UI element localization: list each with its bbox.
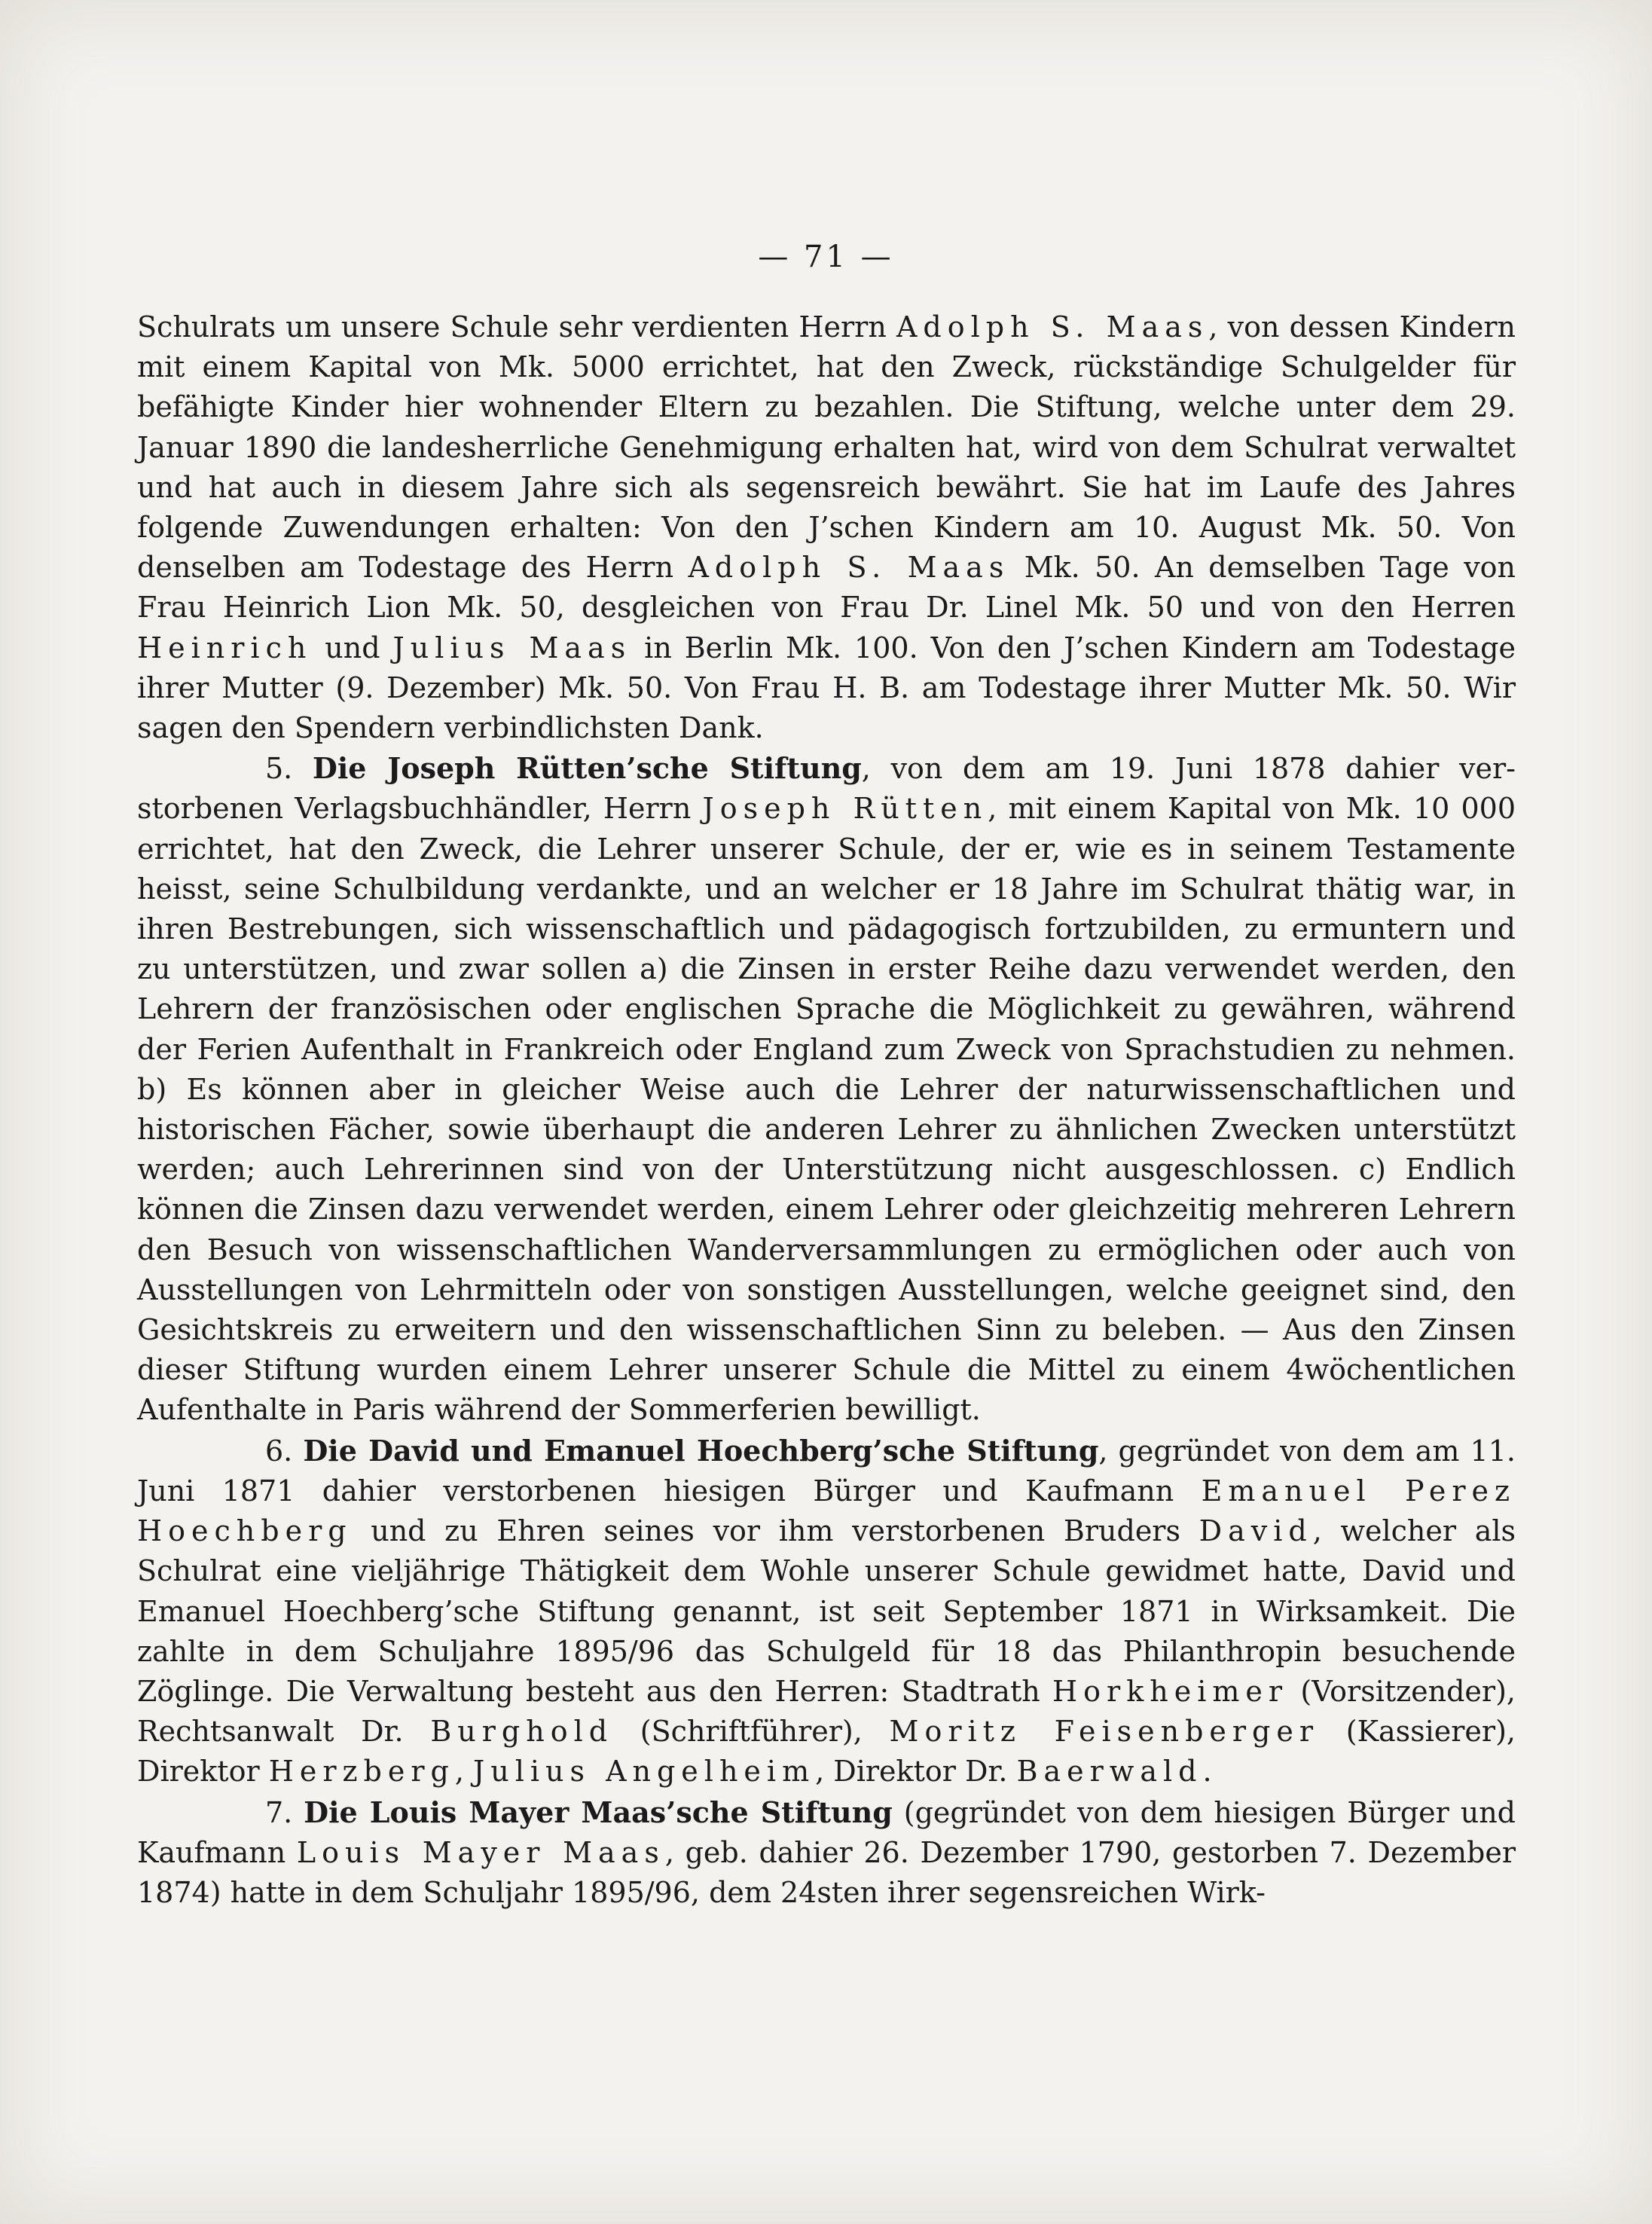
spaced-name: Baerwald bbox=[1016, 1755, 1203, 1789]
spaced-name: Heinrich bbox=[137, 631, 313, 664]
spaced-name: Horkheimer bbox=[1052, 1674, 1289, 1708]
text-segment: Mk. 50. An demselben Tage von Frau Heinrich Lion Mk. 50, desgleichen von Frau Dr. Linel Mk. 50 und von den Herren bbox=[137, 551, 1516, 625]
section-heading: Die David und Emanuel Hoechberg’sche Stiftung bbox=[303, 1433, 1099, 1468]
section-number: 7. bbox=[265, 1795, 304, 1829]
text-segment: . bbox=[1202, 1755, 1212, 1789]
spaced-name: Moritz Feisenberger bbox=[889, 1715, 1320, 1749]
spaced-name: Burghold bbox=[430, 1715, 614, 1749]
section-number: 5. bbox=[265, 752, 313, 786]
page-number: — 71 — bbox=[758, 240, 894, 274]
spaced-name: David bbox=[1199, 1514, 1313, 1548]
spaced-name: Julius Maas bbox=[392, 631, 632, 664]
paragraph-maas-stiftung bbox=[137, 307, 1516, 748]
spaced-name: Adolph S. Maas bbox=[896, 310, 1209, 344]
text-segment: , Direktor Dr. bbox=[815, 1755, 1017, 1789]
section-heading: Die Joseph Rütten’sche Stiftung bbox=[312, 751, 862, 786]
text-segment: , welcher als Schulrat eine vieljährige Thätigkeit dem Wohle unserer Schule gewidmet hatte, David und Emanuel Hoechberg’sche Stiftung genannt, ist seit September 1871 in Wirksamkeit. Die zahlte in dem Schuljahre 1895/96 das Schulgeld für 18 das Philanthropin besuchende Zöglinge. Die Verwaltung besteht aus den Herren: Stadtrath bbox=[137, 1514, 1516, 1708]
body-text bbox=[137, 307, 1516, 1913]
text-segment: und bbox=[312, 631, 393, 664]
spaced-name: Adolph S. Maas bbox=[688, 551, 1010, 585]
text-segment: (gegründet von dem hiesigen Bürger und Kaufmann bbox=[137, 1795, 1516, 1869]
paragraph-ruetten-stiftung bbox=[137, 748, 1516, 1430]
spaced-name: Louis Mayer Maas bbox=[296, 1835, 665, 1869]
text-segment: , von dem am 19. Juni 1878 dahier verstorbenen Verlagsbuchhändler, Herrn bbox=[137, 752, 1516, 826]
spaced-name: Emanuel Perez Hoechberg bbox=[137, 1474, 1516, 1548]
section-heading: Die Louis Mayer Maas’sche Stiftung bbox=[304, 1795, 893, 1829]
text-segment: (Kassierer), Direktor bbox=[137, 1715, 1516, 1789]
text-segment: (Schriftführer), bbox=[613, 1715, 890, 1749]
text-segment: , mit einem Kapital von Mk. 10 000 errichtet, hat den Zweck, die Lehrer unserer Schule, der er, wie es in seinem Testamente heisst, seine Schulbildung verdankte, und an welcher er 18 Jahre im Schulrat thätig war, in ihren Bestrebungen, sich wissenschaftlich und pädagogisch fortzubilden, zu ermuntern und zu unterstützen, und zwar sollen a) die Zinsen in erster Reihe dazu verwendet werden, den Lehrern der französischen oder englischen Sprache die Möglichkeit zu gewähren, während der Ferien Aufenthalt in Frankreich oder England zum Zweck von Sprachstudien zu nehmen. b) Es können aber in gleicher Weise auch die Lehrer der naturwissenschaftlichen und historischen Fächer, sowie überhaupt die anderen Lehrer zu ähnlichen Zwecken unterstützt werden; auch Lehrerinnen sind von der Unterstützung nicht ausgeschlossen. c) Endlich können die Zinsen dazu verwendet werden, einem Lehrer oder gleichzeitig mehreren Lehrern den Besuch von wissenschaftlichen Wanderversammlungen zu ermöglichen oder auch von Ausstellungen von Lehrmitteln oder von sonstigen Ausstellungen, welche geeignet sind, den Gesichtskreis zu erweitern und den wissenschaftlichen Sinn zu beleben. — Aus den Zinsen dieser Stiftung wurden einem Lehrer unserer Schule die Mittel zu einem 4wöchentlichen Aufenthalte in Paris während der Sommerferien bewilligt. bbox=[137, 792, 1516, 1427]
text-segment: und zu Ehren seines vor ihm verstorbenen Bruders bbox=[352, 1514, 1199, 1548]
spaced-name: Joseph Rütten bbox=[702, 792, 988, 826]
paragraph-hoechberg-stiftung bbox=[137, 1431, 1516, 1792]
text-segment: , geb. dahier 26. Dezember 1790, gestorben 7. Dezember 1874) hatte in dem Schuljahr 1895/96, dem 24sten ihrer segensreichen Wirk- bbox=[137, 1835, 1516, 1909]
spaced-name: Herzberg bbox=[268, 1755, 455, 1789]
section-number: 6. bbox=[265, 1434, 304, 1468]
text-segment: , von dessen Kindern mit einem Kapital von Mk. 5000 errichtet, hat den Zweck, rückständige Schulgelder für befähigte Kinder hier wohnender Eltern zu bezahlen. Die Stiftung, welche unter dem 29. Januar 1890 die landesherrliche Genehmigung erhalten hat, wird von dem Schulrat verwaltet und hat auch in diesem Jahre sich als segensreich bewährt. Sie hat im Laufe des Jahres folgende Zuwendungen erhalten: Von den J’schen Kindern am 10. August Mk. 50. Von denselben am Todestage des Herrn bbox=[137, 310, 1516, 585]
text-segment: , gegründet von dem am 11. Juni 1871 dahier verstorbenen hiesigen Bürger und Kaufmann bbox=[137, 1434, 1516, 1508]
spaced-name: Julius Angelheim bbox=[473, 1755, 816, 1789]
text-segment: in Berlin Mk. 100. Von den J’schen Kindern am Todestage ihrer Mutter (9. Dezember) Mk. 50. Von Frau H. B. am Todestage ihrer Mutter Mk. 50. Wir sagen den Spendern verbindlichsten Dank. bbox=[137, 631, 1516, 745]
text-segment: , bbox=[454, 1755, 473, 1789]
text-segment: (Vorsitzender), Rechtsanwalt Dr. bbox=[137, 1674, 1516, 1749]
text-segment: Schulrats um unsere Schule sehr verdienten Herrn bbox=[137, 310, 896, 344]
paragraph-mayer-maas-stiftung bbox=[137, 1792, 1516, 1914]
